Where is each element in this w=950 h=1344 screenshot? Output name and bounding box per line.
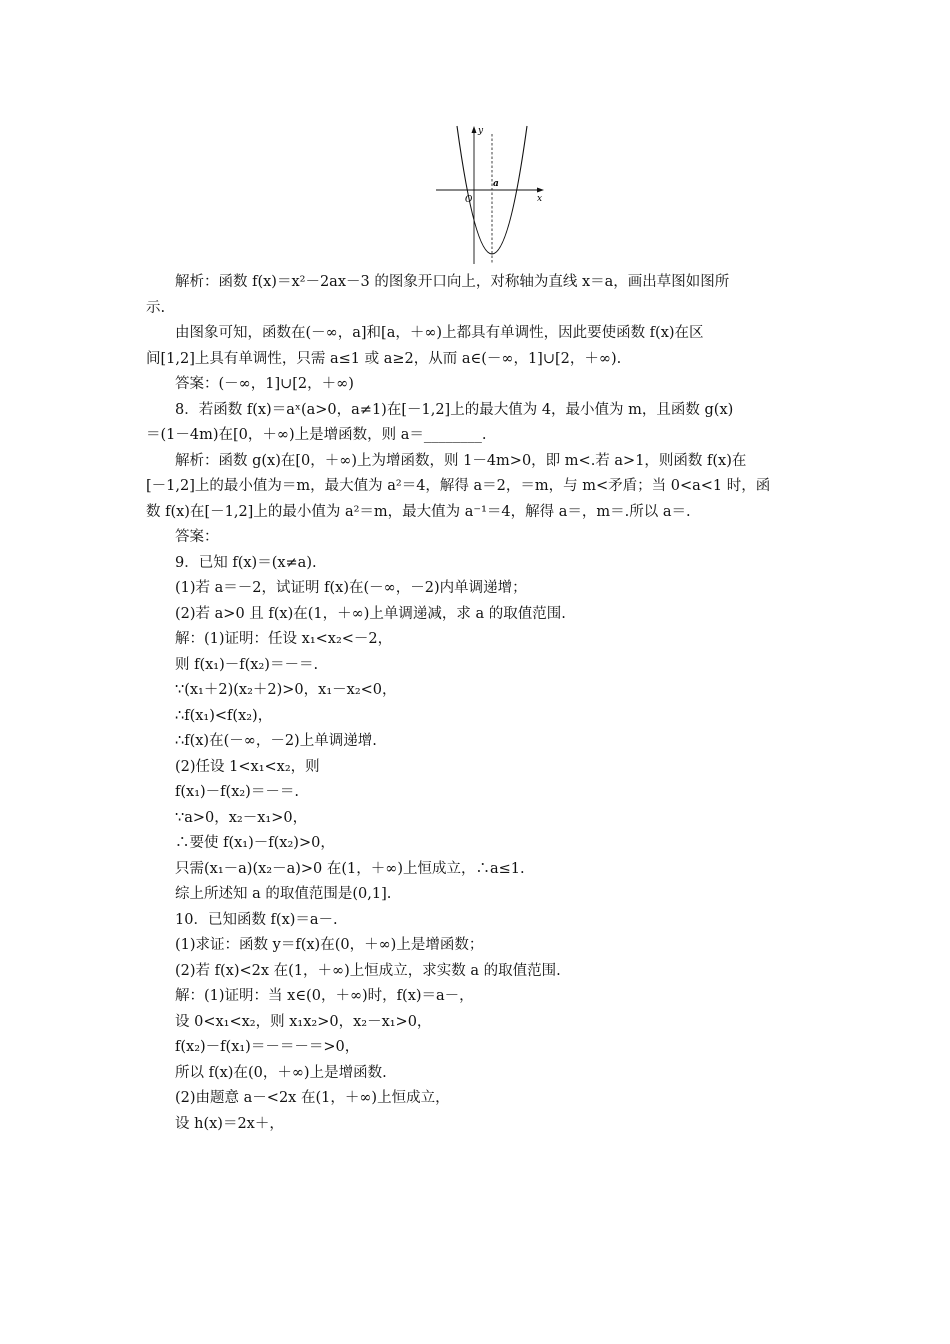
text-line: 设 0<x₁<x₂，则 x₁x₂>0，x₂－x₁>0，: [175, 1013, 432, 1030]
text-line: 解析：函数 f(x)＝x²－2ax－3 的图象开口向上，对称轴为直线 x＝a，画出草图如图所: [175, 274, 730, 290]
y-axis-label: y: [478, 126, 484, 136]
text-line: ∵a>0，x₂－x₁>0，: [175, 809, 308, 826]
text-line: ∴f(x₁)<f(x₂)，: [175, 707, 273, 724]
text-line: 示.: [146, 299, 166, 316]
text-line: f(x₂)－f(x₁)＝－＝－＝>0，: [175, 1039, 360, 1055]
text-line: 所以 f(x)在(0，＋∞)上是增函数.: [175, 1064, 387, 1081]
text-line: 数 f(x)在[－1,2]上的最小值为 a²＝m，最大值为 a⁻¹＝4，解得 a＝，m＝.所以 a＝.: [146, 503, 691, 520]
text-line: (2)由题意 a－<2x 在(1，＋∞)上恒成立，: [175, 1090, 450, 1106]
text-line: ＝(1－4m)在[0，＋∞)上是增函数，则 a＝________.: [146, 427, 487, 443]
text-line: f(x₁)－f(x₂)＝－＝.: [175, 784, 299, 800]
y-axis-arrow-icon: [472, 126, 477, 133]
text-line: (2)任设 1<x₁<x₂，则: [175, 758, 320, 775]
x-axis-label: x: [537, 194, 543, 204]
text-line: 设 h(x)＝2x＋，: [175, 1115, 284, 1132]
question-8: 8．若函数 f(x)＝aˣ(a>0，a≠1)在[－1,2]上的最大值为 4，最小值为 m，且函数 g(x): [175, 401, 734, 418]
text-line: 解：(1)证明：任设 x₁<x₂<－2，: [175, 631, 393, 647]
x-axis-arrow-icon: [537, 188, 544, 193]
answer-line: 答案：(－∞，1]∪[2，＋∞): [175, 376, 354, 392]
text-line: (1)求证：函数 y＝f(x)在(0，＋∞)上是增函数；: [175, 937, 484, 953]
question-10: 10．已知函数 f(x)＝a－.: [175, 911, 338, 928]
text-line: 综上所述知 a 的取值范围是(0,1].: [175, 886, 392, 902]
solution-text: [146, 270, 816, 1137]
a-label: a: [493, 179, 499, 189]
text-line: 解：(1)证明：当 x∈(0，＋∞)时，f(x)＝a－，: [175, 988, 474, 1004]
text-line: 解析：函数 g(x)在[0，＋∞)上为增函数，则 1－4m>0，即 m<.若 a>1，则函数 f(x)在: [175, 452, 747, 469]
text-line: ∵(x₁＋2)(x₂＋2)>0，x₁－x₂<0，: [175, 682, 397, 698]
text-line: (1)若 a＝－2，试证明 f(x)在(－∞，－2)内单调递增；: [175, 580, 527, 596]
origin-label: O: [465, 195, 473, 205]
text-line: 由图象可知，函数在(－∞，a]和[a，＋∞)上都具有单调性，因此要使函数 f(x)在区: [175, 325, 704, 341]
text-line: 间[1,2]上具有单调性，只需 a≤1 或 a≥2，从而 a∈(－∞，1]∪[2，＋∞).: [146, 350, 622, 367]
text-line: ∴f(x)在(－∞，－2)上单调递增.: [175, 733, 377, 749]
text-line: 则 f(x₁)－f(x₂)＝－＝.: [175, 656, 319, 673]
text-line: [－1,2]上的最小值为＝m，最大值为 a²＝4，解得 a＝2，＝m，与 m<矛盾；当 0<a<1 时，函: [146, 478, 771, 494]
text-line: (2)若 f(x)<2x 在(1，＋∞)上恒成立，求实数 a 的取值范围.: [175, 962, 561, 979]
text-line: ∴要使 f(x₁)－f(x₂)>0，: [175, 835, 335, 851]
answer-line: 答案：: [175, 529, 219, 545]
text-line: 只需(x₁－a)(x₂－a)>0 在(1，＋∞)上恒成立，∴a≤1.: [175, 860, 525, 877]
text-line: (2)若 a>0 且 f(x)在(1，＋∞)上单调递减，求 a 的取值范围.: [175, 605, 566, 622]
question-9: 9．已知 f(x)＝(x≠a).: [175, 554, 317, 571]
parabola-figure: [434, 124, 546, 266]
